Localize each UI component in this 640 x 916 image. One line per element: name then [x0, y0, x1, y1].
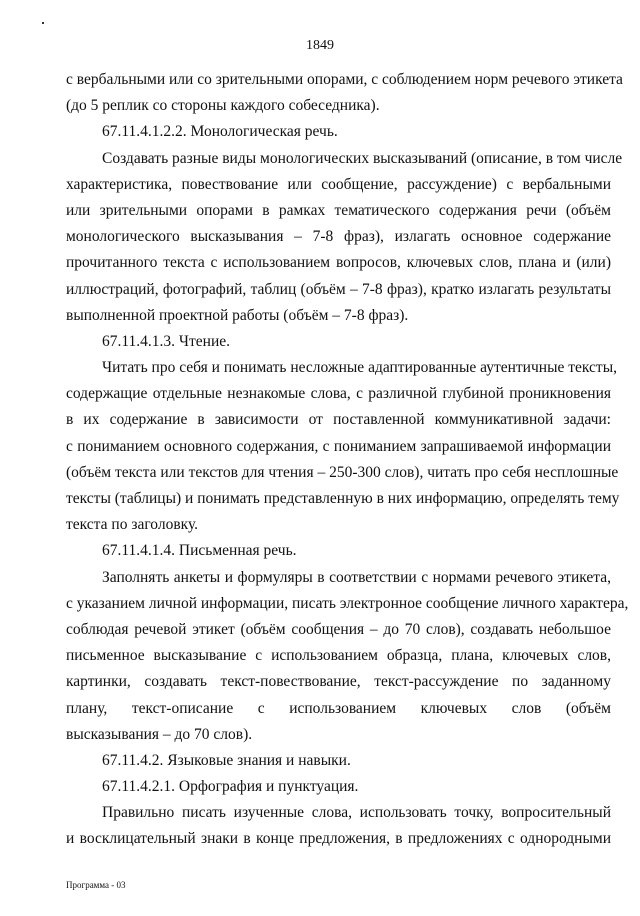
text-line: Заполнять анкеты и формуляры в соответствии с нормами речевого этикета, — [102, 568, 611, 586]
text-line: и восклицательный знаки в конце предложения, в предложениях с однородными — [66, 830, 611, 848]
text-line: Создавать разные виды монологических высказываний (описание, в том числе — [102, 149, 623, 167]
text-line: 67.11.4.2.1. Орфография и пунктуация. — [102, 778, 359, 796]
text-line: или зрительными опорами в рамках тематического содержания речи (объём — [66, 201, 611, 219]
text-line: иллюстраций, фотографий, таблиц (объём – 7-8 фраз), кратко излагать результаты — [66, 280, 611, 298]
text-line: высказывания – до 70 слов). — [66, 725, 253, 743]
text-line: соблюдая речевой этикет (объём сообщения – до 70 слов), создавать небольшое — [66, 620, 611, 638]
text-line: текста по заголовку. — [66, 516, 199, 534]
text-line: Читать про себя и понимать несложные адаптированные аутентичные тексты, — [102, 359, 617, 377]
text-line: монологического высказывания – 7-8 фраз), излагать основное содержание — [66, 228, 611, 246]
footer-label: Программа - 03 — [66, 880, 126, 890]
text-line: 67.11.4.1.3. Чтение. — [102, 332, 230, 350]
text-line: (объём текста или текстов для чтения – 250-300 слов), читать про себя несплошные — [66, 463, 619, 481]
text-line: характеристика, повествование или сообщение, рассуждение) с вербальными — [66, 175, 611, 193]
text-line: с пониманием основного содержания, с пониманием запрашиваемой информации — [66, 437, 611, 455]
text-line: Правильно писать изученные слова, использовать точку, вопросительный — [102, 804, 611, 822]
text-line: с вербальными или со зрительными опорами, с соблюдением норм речевого этикета — [66, 71, 623, 88]
text-line: (до 5 реплик со стороны каждого собеседника). — [66, 97, 380, 115]
text-line: письменное высказывание с использованием образца, плана, ключевых слов, — [66, 647, 611, 665]
text-line: картинки, создавать текст-повествование, текст-рассуждение по заданному — [66, 673, 611, 691]
document-body — [66, 67, 629, 853]
text-line: прочитанного текста с использованием вопросов, ключевых слов, плана и (или) — [66, 254, 611, 272]
text-line: содержащие отдельные незнакомые слова, с различной глубиной проникновения — [66, 385, 611, 403]
page-number: 1849 — [306, 38, 334, 53]
scan-speck — [42, 22, 44, 24]
text-line: выполненной проектной работы (объём – 7-8 фраз). — [66, 306, 409, 324]
text-line: 67.11.4.1.4. Письменная речь. — [102, 542, 297, 560]
text-line: 67.11.4.2. Языковые знания и навыки. — [102, 751, 351, 769]
text-line: тексты (таблицы) и понимать представленную в них информацию, определять тему — [66, 490, 620, 507]
text-line: в их содержание в зависимости от поставленной коммуникативной задачи: — [66, 411, 611, 429]
text-line: плану, текст-описание с использованием ключевых слов (объём — [66, 699, 611, 717]
text-line: с указанием личной информации, писать электронное сообщение личного характера, — [66, 594, 629, 612]
text-line: 67.11.4.1.2.2. Монологическая речь. — [102, 123, 338, 141]
